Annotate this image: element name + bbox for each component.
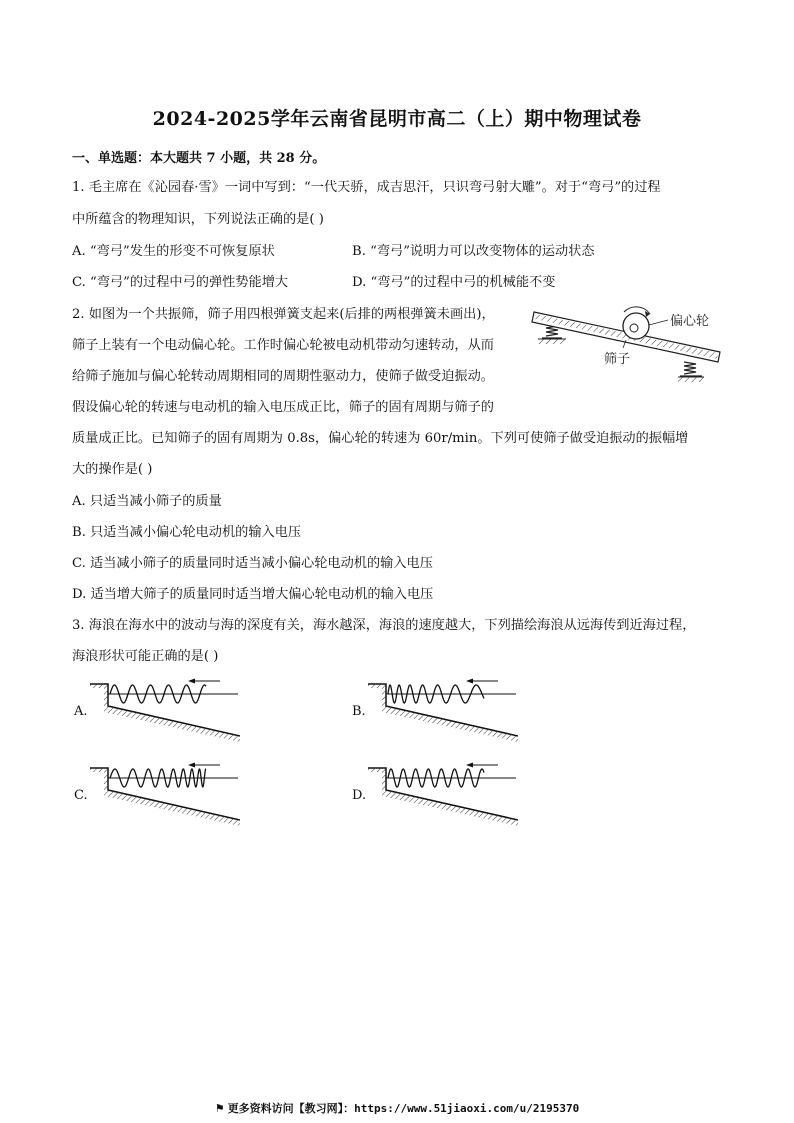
wheel-label: 偏心轮 — [670, 314, 710, 329]
q1-option-d: D. “弯弓”的过程中弓的机械能不变 — [352, 275, 556, 290]
q1-option-c: C. “弯弓”的过程中弓的弹性势能增大 — [72, 275, 289, 290]
arrow-head — [188, 679, 195, 684]
q3-option-c-label: C. — [74, 788, 88, 803]
q2-line-2: 筛子上装有一个电动偏心轮。工作时偏心轮被电动机带动匀速转动，从而 — [72, 338, 494, 353]
page-title: 2024-2025学年云南省昆明市高二（上）期中物理试卷 — [152, 108, 642, 130]
section-heading: 一、单选题：本大题共 7 小题，共 28 分。 — [72, 151, 326, 166]
wave-figure-b — [366, 676, 518, 742]
seabed-hatch — [368, 684, 518, 742]
q1-line-1: 1. 毛主席在《沁园春·雪》一词中写到：“一代天骄，成吉思汗，只识弯弓射大雕”。对于“弯弓”的过程 — [72, 180, 661, 195]
spring-icon — [678, 362, 704, 382]
arrow-head — [466, 763, 473, 768]
q2-line-6: 大的操作是( ) — [72, 462, 153, 477]
q3-line-1: 3. 海浪在海水中的波动与海的深度有关，海水越深，海浪的速度越大，下列描绘海浪从远海传到近海过程， — [72, 618, 696, 633]
footer-text[interactable]: 更多资料访问【教习网】：https://www.51jiaoxi.com/u/2195370 — [227, 1102, 580, 1115]
q3-option-a-label: A. — [74, 704, 88, 719]
q2-line-5: 质量成正比。已知筛子的固有周期为 0.8s，偏心轮的转速为 60r/min。下列可使筛子做受迫振动的振幅增 — [72, 431, 689, 446]
q1-option-a: A. “弯弓”发生的形变不可恢复原状 — [72, 244, 275, 259]
q2-option-d: D. 适当增大筛子的质量同时适当增大偏心轮电动机的输入电压 — [72, 587, 434, 602]
arrow-head — [466, 679, 473, 684]
q2-option-a: A. 只适当减小筛子的质量 — [72, 494, 222, 509]
q2-option-b: B. 只适当减小偏心轮电动机的输入电压 — [72, 525, 302, 540]
arrow-head — [188, 763, 195, 768]
q3-line-2: 海浪形状可能正确的是( ) — [72, 649, 219, 664]
wave-figure-c — [88, 760, 240, 826]
q2-line-1: 2. 如图为一个共振筛，筛子用四根弹簧支起来(后排的两根弹簧未画出)， — [72, 307, 495, 322]
wave-figure-d — [366, 760, 518, 826]
q2-option-c: C. 适当减小筛子的质量同时适当减小偏心轮电动机的输入电压 — [72, 556, 433, 571]
q3-option-d-label: D. — [352, 788, 367, 803]
eccentric-wheel-icon — [623, 307, 650, 339]
q1-option-b: B. “弯弓”说明力可以改变物体的运动状态 — [352, 244, 595, 259]
sieve-label: 筛子 — [604, 352, 631, 367]
wave-figure-a — [88, 676, 240, 742]
flag-icon: ⚑ — [214, 1102, 225, 1115]
q3-option-b-label: B. — [352, 704, 366, 719]
q1-line-2: 中所蕴含的物理知识，下列说法正确的是( ) — [72, 212, 324, 227]
footer-link[interactable] — [0, 1100, 794, 1116]
seabed-hatch — [368, 768, 518, 826]
q2-line-4: 假设偏心轮的转速与电动机的输入电压成正比，筛子的固有周期与筛子的 — [72, 400, 494, 415]
q2-line-3: 给筛子施加与偏心轮转动周期相同的周期性驱动力，使筛子做受迫振动。 — [72, 369, 494, 384]
sieve-figure — [528, 298, 728, 386]
